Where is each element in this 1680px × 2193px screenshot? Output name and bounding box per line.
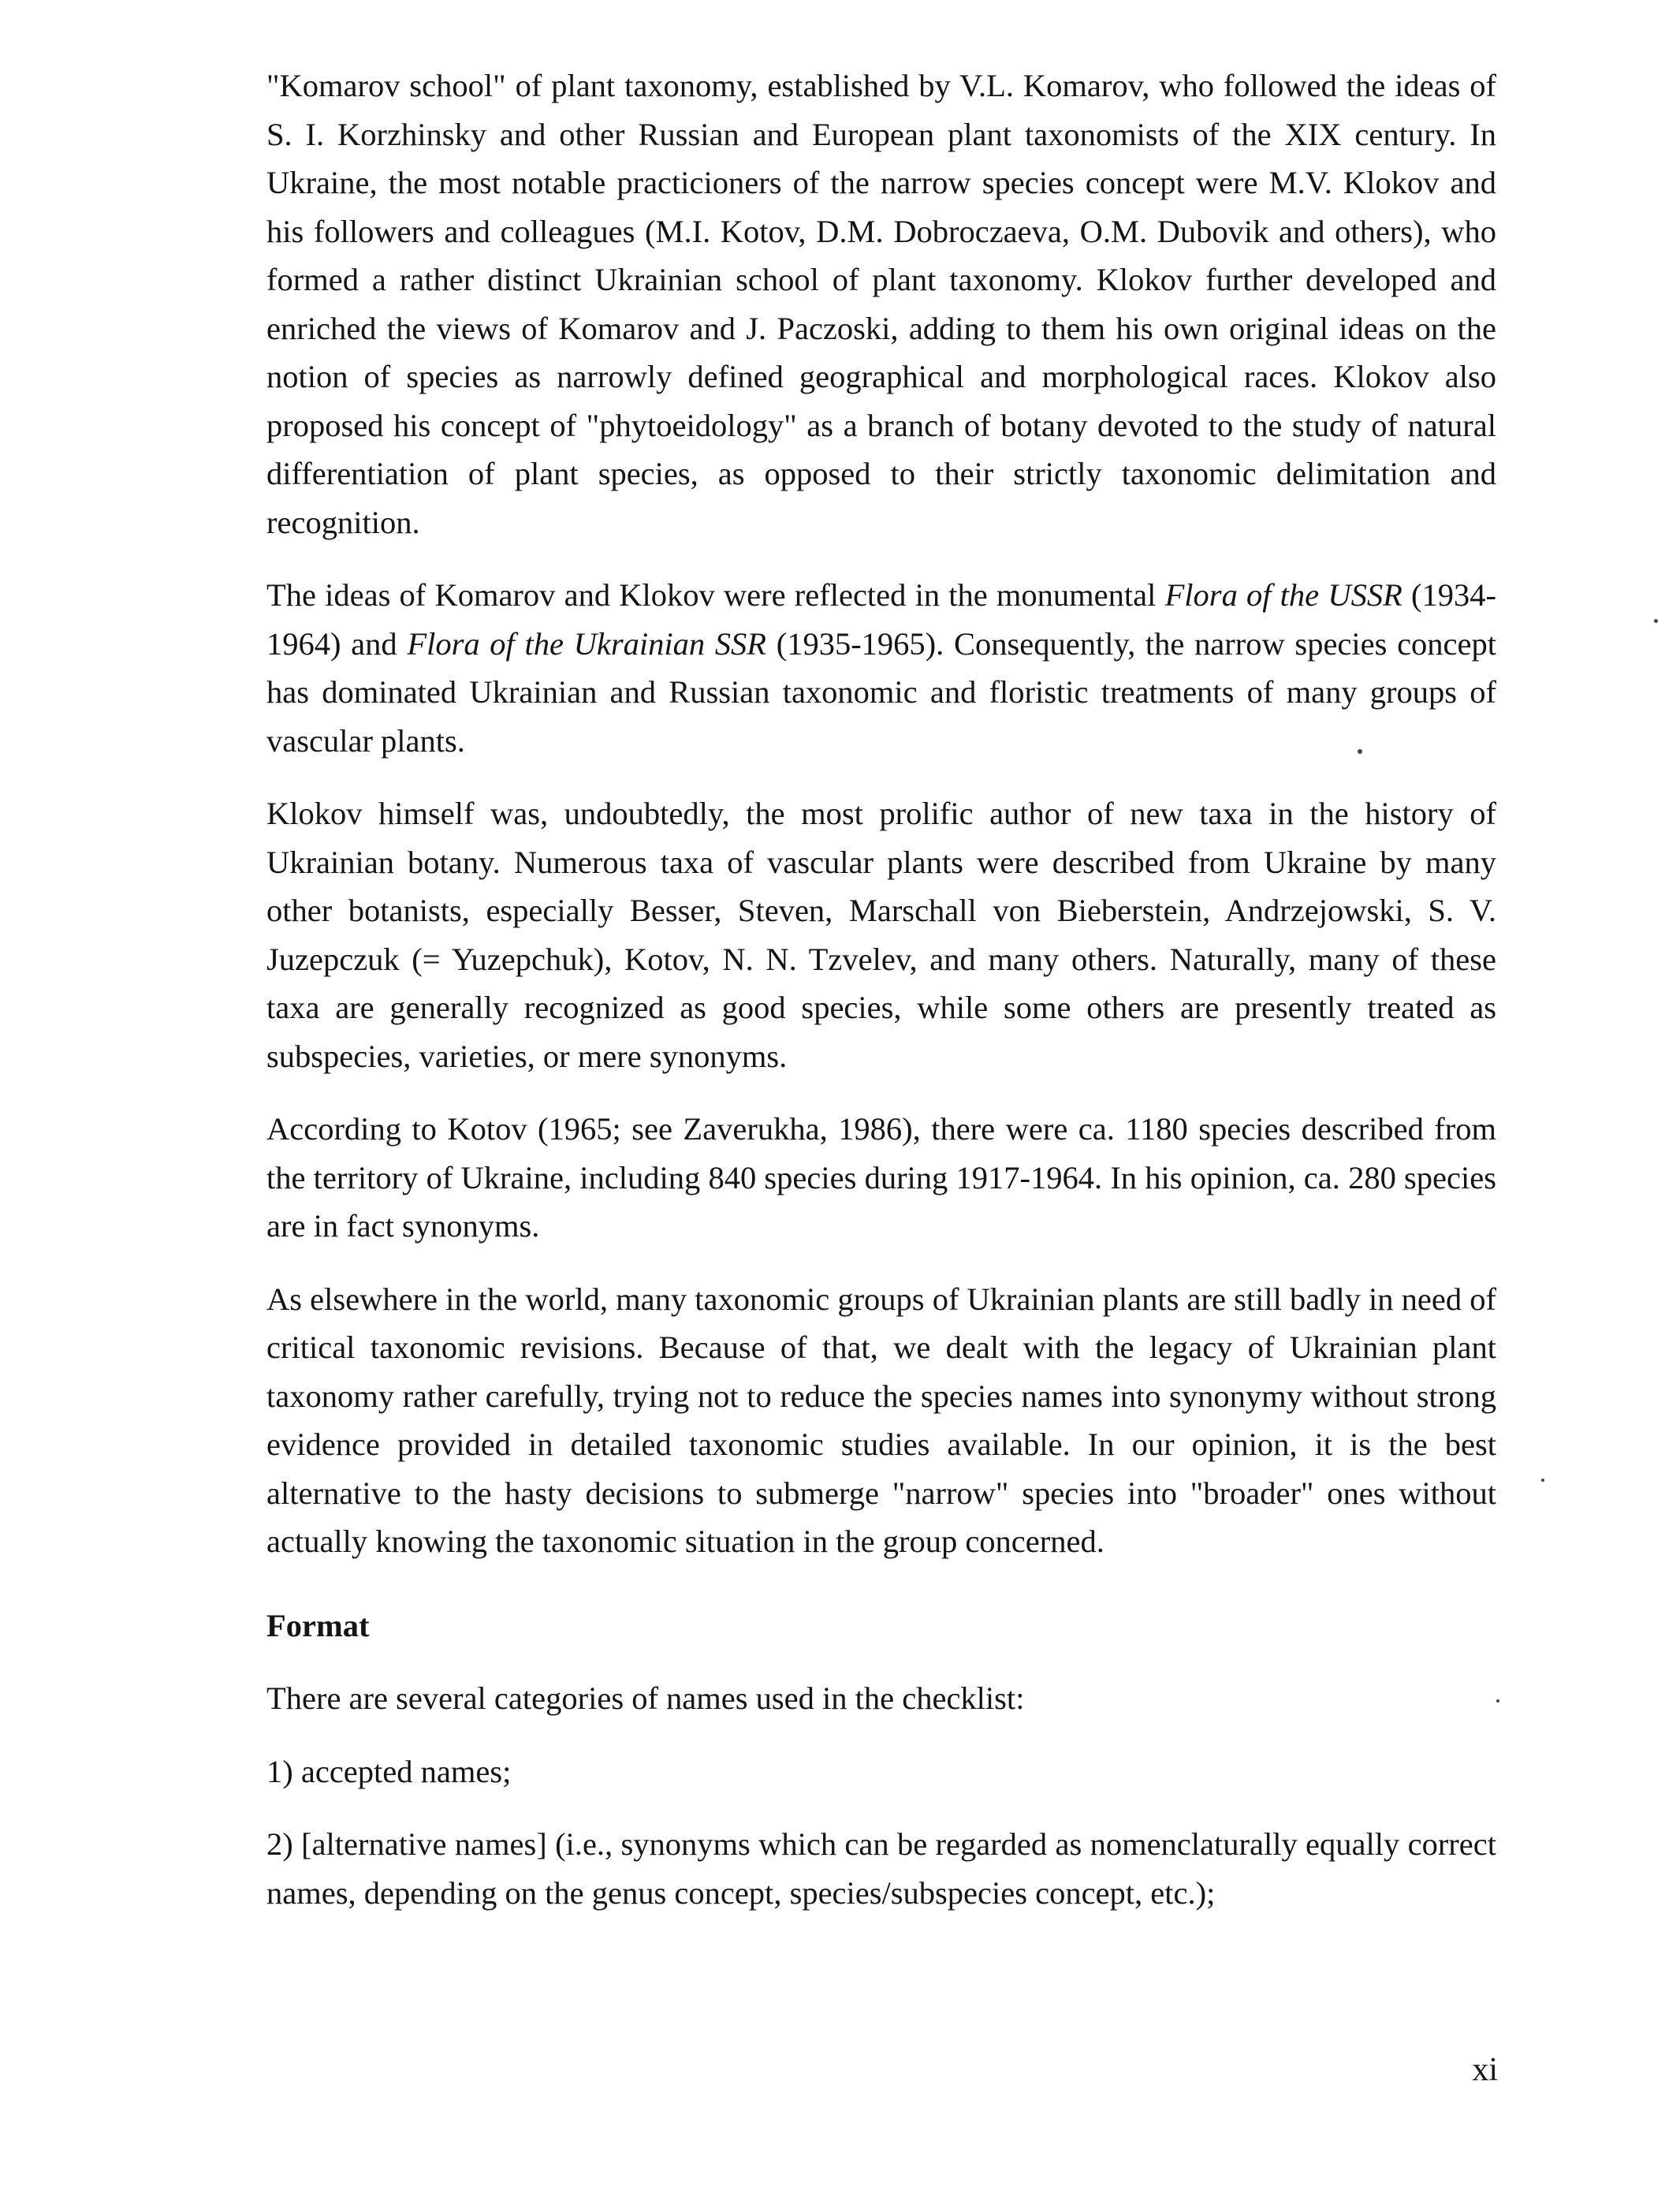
paragraph-text: (1935-1965). Consequently, the narrow species concept has dominated Ukrainian and Russian taxonomic and floristic treatments of many groups of vascular plants.	[266, 625, 1496, 759]
section-heading-format: Format	[266, 1607, 370, 1643]
paragraph-klokov-taxa: Klokov himself was, undoubtedly, the most prolific author of new taxa in the history of Ukrainian botany. Numerous taxa of vascular plants were described from Ukraine by many other botanists, especially Besser, Steven, Marschall von Bieberstein, Andrzejowski, S. V. Juzepczuk (= Yuzepchuk), Kotov, N. N. Tzvelev, and many others. Naturally, many of these taxa are generally recognized as good species, while some others are presently treated as subspecies, varieties, or mere synonyms.	[266, 796, 1496, 1074]
paragraph-text: The ideas of Komarov and Klokov were reflected in the monumental	[266, 577, 1165, 613]
list-item-accepted-names: 1) accepted names;	[266, 1753, 512, 1789]
scan-speck	[1541, 1479, 1544, 1482]
book-title-flora-ukrainian-ssr: Flora of the Ukrainian SSR	[407, 625, 767, 662]
book-title-flora-ussr: Flora of the USSR	[1164, 577, 1402, 613]
scan-speck	[1358, 749, 1362, 754]
paragraph-text: (1934-1964) and	[266, 577, 1496, 662]
paragraph-taxonomic-revisions: As elsewhere in the world, many taxonomic groups of Ukrainian plants are still badly in need of critical taxonomic revisions. Because of that, we dealt with the legacy of Ukrainian plant taxonomy rather carefully, trying not to reduce the species names into synonymy without strong evidence provided in detailed taxonomic studies available. In our opinion, it is the best alternative to the hasty decisions to submerge "narrow" species into "broader" ones without actually knowing the taxonomic situation in the group concerned.	[266, 1281, 1496, 1559]
document-page	[266, 62, 1496, 1941]
page-number: xi	[1472, 2052, 1498, 2088]
paragraph-kotov-counts: According to Kotov (1965; see Zaverukha, 1986), there were ca. 1180 species described from the territory of Ukraine, including 840 species during 1917-1964. In his opinion, ca. 280 species are in fact synonyms.	[266, 1111, 1496, 1244]
paragraph-flora-ussr	[266, 571, 1496, 765]
list-item-alternative-names: 2) [alternative names] (i.e., synonyms which can be regarded as nomenclaturally equally correct names, depending on the genus concept, species/subspecies concept, etc.);	[266, 1826, 1496, 1911]
format-intro: There are several categories of names used in the checklist:	[266, 1680, 1025, 1716]
scan-speck	[1496, 1699, 1499, 1703]
scan-speck	[1654, 619, 1658, 623]
paragraph-komarov-school: "Komarov school" of plant taxonomy, established by V.L. Komarov, who followed the ideas of S. I. Korzhinsky and other Russian and European plant taxonomists of the XIX century. In Ukraine, the most notable practicioners of the narrow species concept were M.V. Klokov and his followers and colleagues (M.I. Kotov, D.M. Dobroczaeva, O.M. Dubovik and others), who formed a rather distinct Ukrainian school of plant taxonomy. Klokov further developed and enriched the views of Komarov and J. Paczoski, adding to them his own original ideas on the notion of species as narrowly defined geographical and morphological races. Klokov also proposed his concept of "phytoeidology" as a branch of botany devoted to the study of natural differentiation of plant species, as opposed to their strictly taxonomic delimitation and recognition.	[266, 68, 1496, 540]
